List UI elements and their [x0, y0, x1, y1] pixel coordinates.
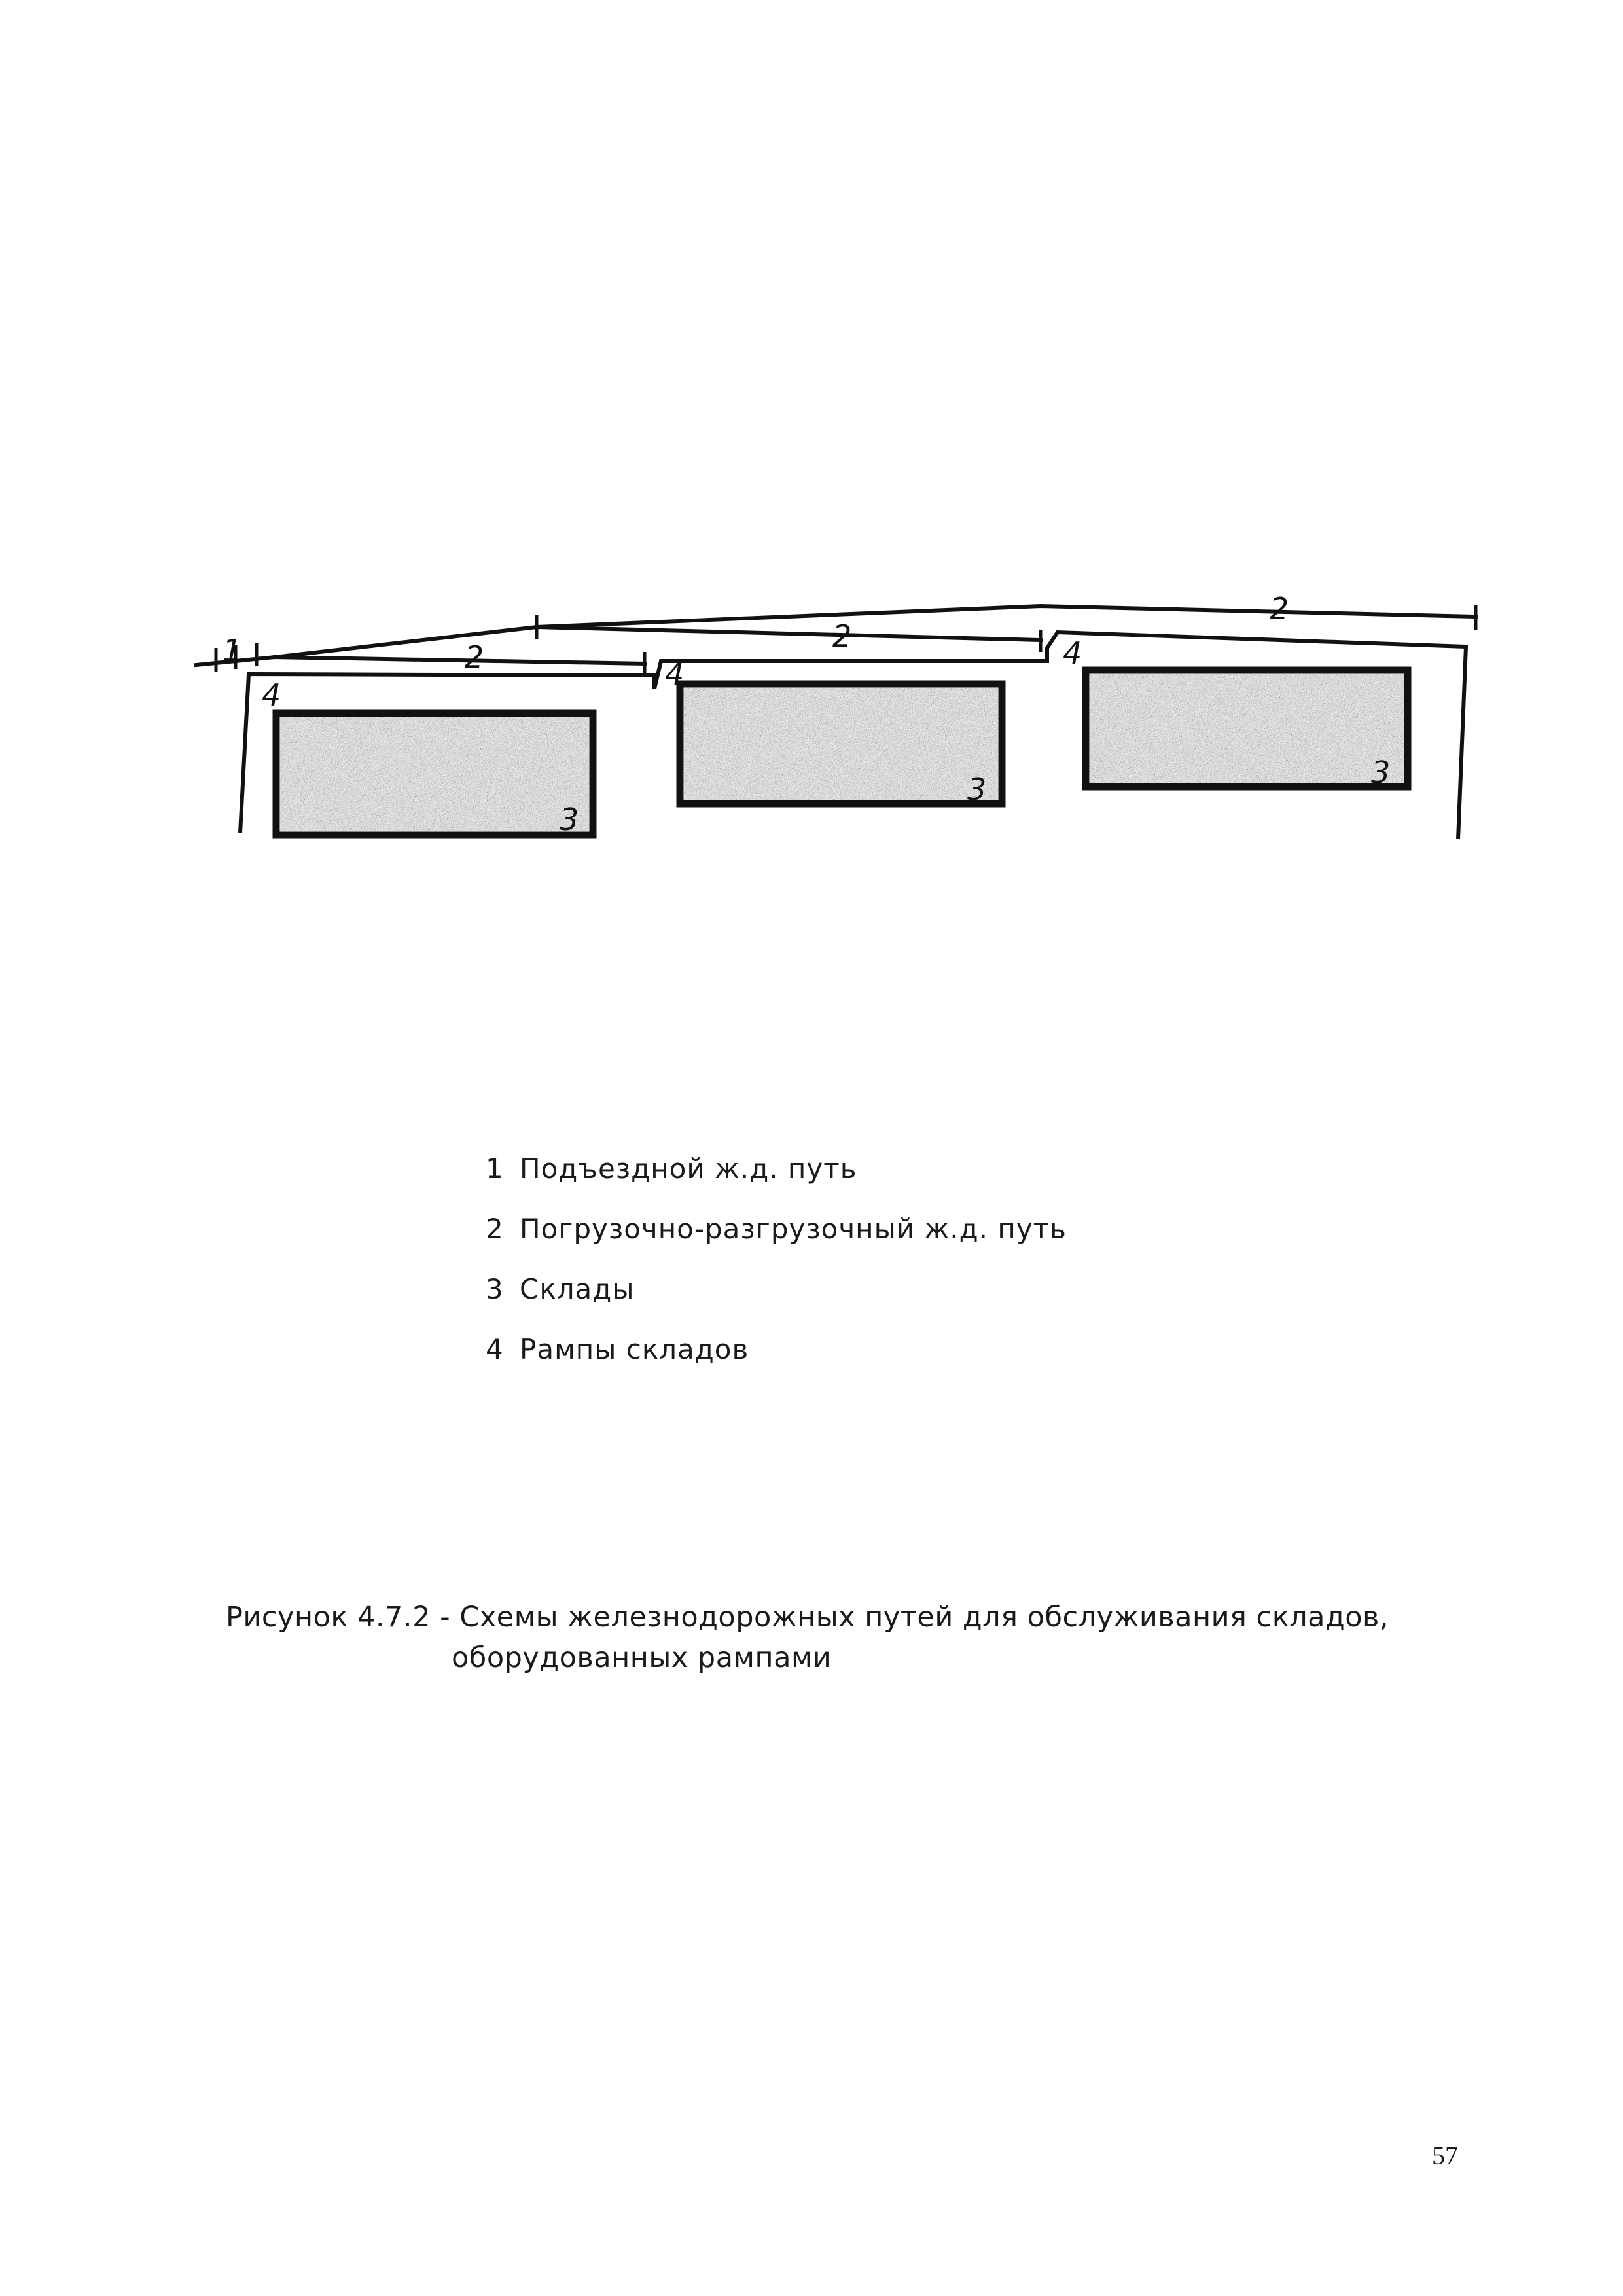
warehouse-1	[276, 713, 593, 835]
caption-line-1: Рисунок 4.7.2 - Схемы железнодорожных путей для обслуживания складов,	[226, 1601, 1389, 1634]
legend	[486, 1139, 1067, 1380]
label-warehouse-1: 3	[560, 802, 579, 837]
legend-item	[486, 1319, 1067, 1380]
label-access-track: 1	[223, 633, 242, 668]
legend-number: 2	[486, 1213, 504, 1245]
loading-track-upper	[275, 605, 1476, 657]
legend-number: 1	[486, 1153, 504, 1185]
legend-text: Подъездной ж.д. путь	[520, 1153, 857, 1185]
page-number: 57	[1432, 2141, 1458, 2170]
label-ramp-3: 4	[1063, 636, 1082, 671]
label-warehouse-2: 3	[967, 772, 987, 807]
label-warehouse-3: 3	[1371, 755, 1391, 790]
warehouse-3	[1086, 670, 1408, 787]
legend-text: Рампы складов	[520, 1333, 749, 1365]
figure-caption	[226, 1597, 1389, 1678]
label-ramp-2: 4	[665, 656, 685, 692]
legend-number: 3	[486, 1273, 504, 1305]
legend-item	[486, 1199, 1067, 1259]
legend-number: 4	[486, 1333, 504, 1365]
railway-warehouse-scheme	[0, 0, 1623, 916]
loading-track-middle	[537, 627, 1041, 652]
label-loading-track-middle: 2	[832, 619, 852, 654]
legend-text: Погрузочно-разгрузочный ж.д. путь	[520, 1213, 1067, 1245]
label-loading-track-left: 2	[465, 639, 484, 675]
label-ramp-1: 4	[262, 677, 281, 713]
label-loading-track-upper: 2	[1270, 591, 1289, 626]
legend-item	[486, 1259, 1067, 1319]
warehouse-2	[680, 684, 1002, 804]
caption-line-2: оборудованных рампами	[452, 1641, 832, 1674]
legend-item	[486, 1139, 1067, 1199]
loading-track-lower	[275, 652, 645, 675]
legend-text: Склады	[520, 1273, 635, 1305]
